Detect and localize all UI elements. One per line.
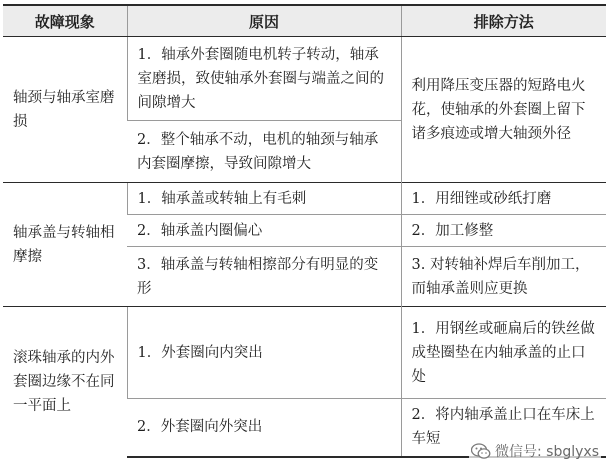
symptom-cell: 滚珠轴承的内外套圈边缘不在同一平面上: [3, 307, 127, 457]
remedy-cell: 2．将内轴承盖止口在车床上车短: [401, 399, 606, 457]
remedy-cell: 3. 对转轴补焊后车削加工，而轴承盖则应更换: [401, 247, 606, 307]
watermark-text: 微信号: sbglyxs: [495, 444, 599, 460]
header-row: [3, 5, 606, 37]
fault-table: [3, 4, 606, 458]
cause-cell: 3．轴承盖与转轴相擦部分有明显的变形: [127, 247, 401, 307]
cause-cell: 2．整个轴承不动，电机的轴颈与轴承内套圈摩擦，导致间隙增大: [127, 121, 401, 183]
cause-cell: 2．外套圈向外突出: [127, 399, 401, 457]
remedy-cell: 2．加工修整: [401, 215, 606, 247]
table-row: [3, 37, 606, 121]
header-symptom: 故障现象: [3, 5, 127, 37]
cause-cell: 2．轴承盖内圈偏心: [127, 215, 401, 247]
header-cause: 原因: [127, 5, 401, 37]
remedy-cell: 1．用钢丝或砸扁后的铁丝做成垫圈垫在内轴承盖的止口处: [401, 307, 606, 399]
symptom-cell: 轴承盖与转轴相摩擦: [3, 183, 127, 307]
wechat-watermark: [469, 440, 601, 462]
cause-cell: 1．轴承外套圈随电机转子转动，轴承室磨损，致使轴承外套圈与端盖之间的间隙增大: [127, 37, 401, 121]
remedy-cell: 利用降压变压器的短路电火花，使轴承的外套圈上留下诸多痕迹或增大轴颈外径: [401, 37, 606, 183]
cause-cell: 1．外套圈向内突出: [127, 307, 401, 399]
symptom-cell: 轴颈与轴承室磨损: [13, 89, 115, 130]
header-remedy: 排除方法: [401, 5, 606, 37]
cause-cell: 1．轴承盖或转轴上有毛刺: [127, 183, 401, 215]
table-row: [3, 183, 606, 215]
table-row: [3, 307, 606, 399]
remedy-cell: 1．用细锉或砂纸打磨: [401, 183, 606, 215]
wechat-icon: [471, 443, 491, 460]
